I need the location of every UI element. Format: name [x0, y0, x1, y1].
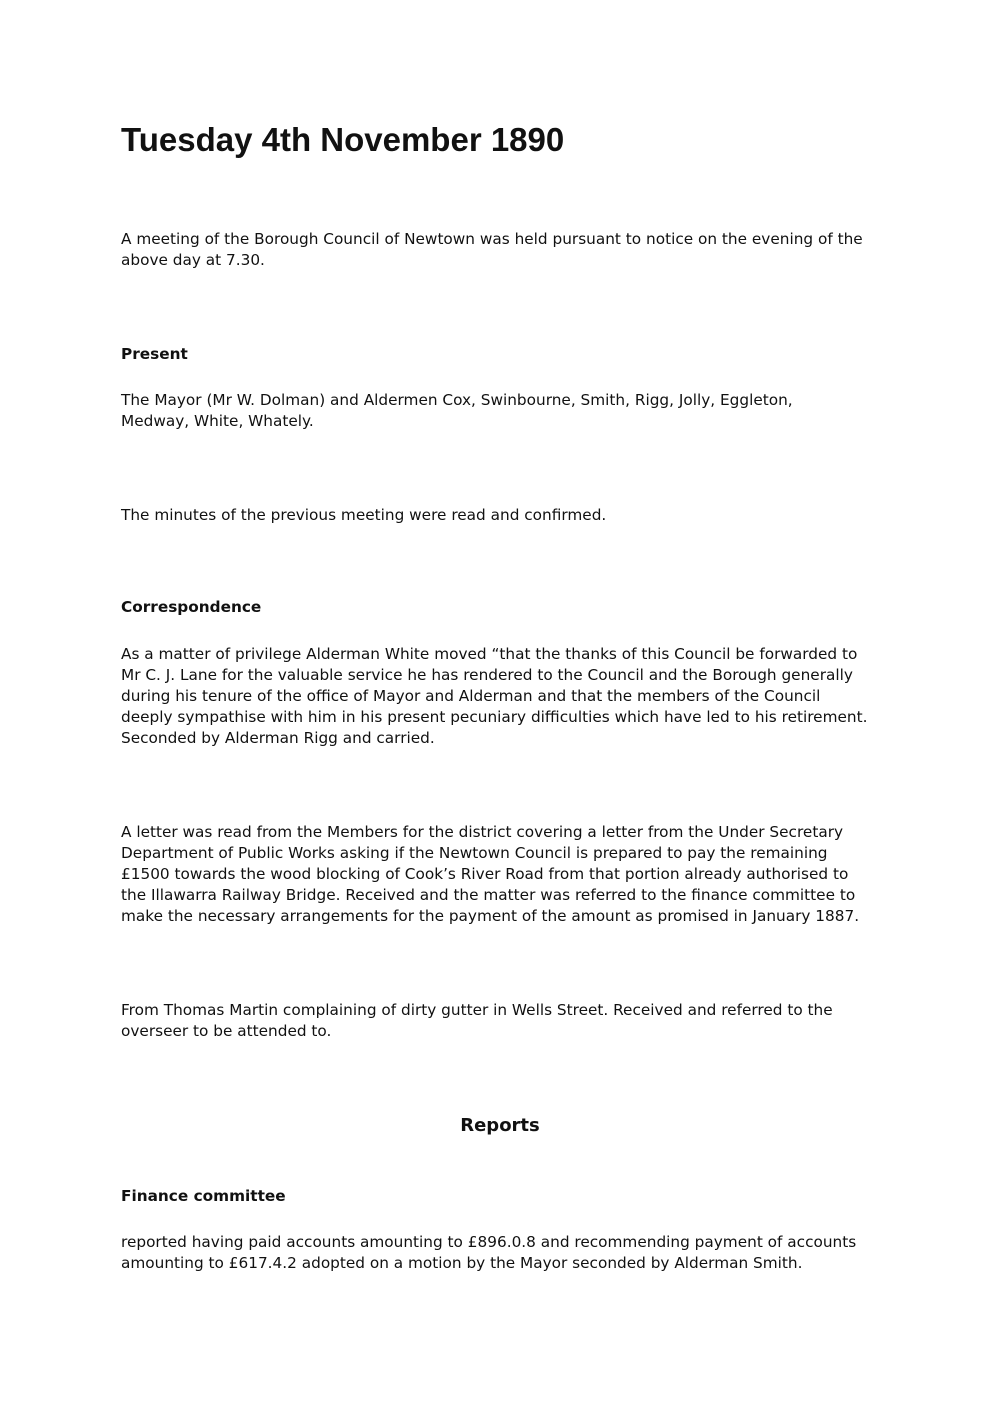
correspondence-line: Seconded by Alderman Rigg and carried. [121, 729, 435, 747]
gutter-complaint-line: overseer to be attended to. [121, 1022, 332, 1040]
reports-heading: Reports [460, 1115, 540, 1136]
finance-line: amounting to £617.4.2 adopted on a motion by the Mayor seconded by Alderman Smith. [121, 1254, 803, 1272]
intro-line: above day at 7.30. [121, 251, 265, 269]
letter-line: the Illawarra Railway Bridge. Received and the matter was referred to the finance committee to [121, 886, 856, 904]
letter-line: A letter was read from the Members for the district covering a letter from the Under Secretary [121, 823, 844, 841]
correspondence-heading: Correspondence [121, 598, 262, 616]
present-heading: Present [121, 345, 188, 363]
present-line: The Mayor (Mr W. Dolman) and Aldermen Cox, Swinbourne, Smith, Rigg, Jolly, Eggleton, [121, 391, 793, 409]
letter-paragraph [121, 822, 881, 927]
gutter-complaint-line: From Thomas Martin complaining of dirty gutter in Wells Street. Received and referred to the [121, 1001, 833, 1019]
minutes-paragraph: The minutes of the previous meeting were read and confirmed. [121, 506, 607, 524]
intro-paragraph [121, 229, 881, 271]
gutter-complaint-paragraph [121, 1000, 881, 1042]
page-title: Tuesday 4th November 1890 [121, 121, 565, 158]
finance-paragraph [121, 1232, 881, 1274]
letter-line: £1500 towards the wood blocking of Cook’s River Road from that portion already authorised to [121, 865, 849, 883]
letter-line: make the necessary arrangements for the payment of the amount as promised in January 1887. [121, 907, 860, 925]
finance-line: reported having paid accounts amounting to £896.0.8 and recommending payment of accounts [121, 1233, 857, 1251]
present-line: Medway, White, Whately. [121, 412, 314, 430]
correspondence-paragraph [121, 644, 881, 749]
letter-line: Department of Public Works asking if the Newtown Council is prepared to pay the remaining [121, 844, 828, 862]
correspondence-line: As a matter of privilege Alderman White moved “that the thanks of this Council be forwarded to [121, 645, 858, 663]
correspondence-line: during his tenure of the office of Mayor and Alderman and that the members of the Council [121, 687, 821, 705]
present-paragraph [121, 390, 881, 432]
correspondence-line: deeply sympathise with him in his present pecuniary difficulties which have led to his retirement. [121, 708, 868, 726]
finance-committee-heading: Finance committee [121, 1187, 286, 1205]
correspondence-line: Mr C. J. Lane for the valuable service he has rendered to the Council and the Borough generally [121, 666, 853, 684]
intro-line: A meeting of the Borough Council of Newtown was held pursuant to notice on the evening of the [121, 230, 863, 248]
